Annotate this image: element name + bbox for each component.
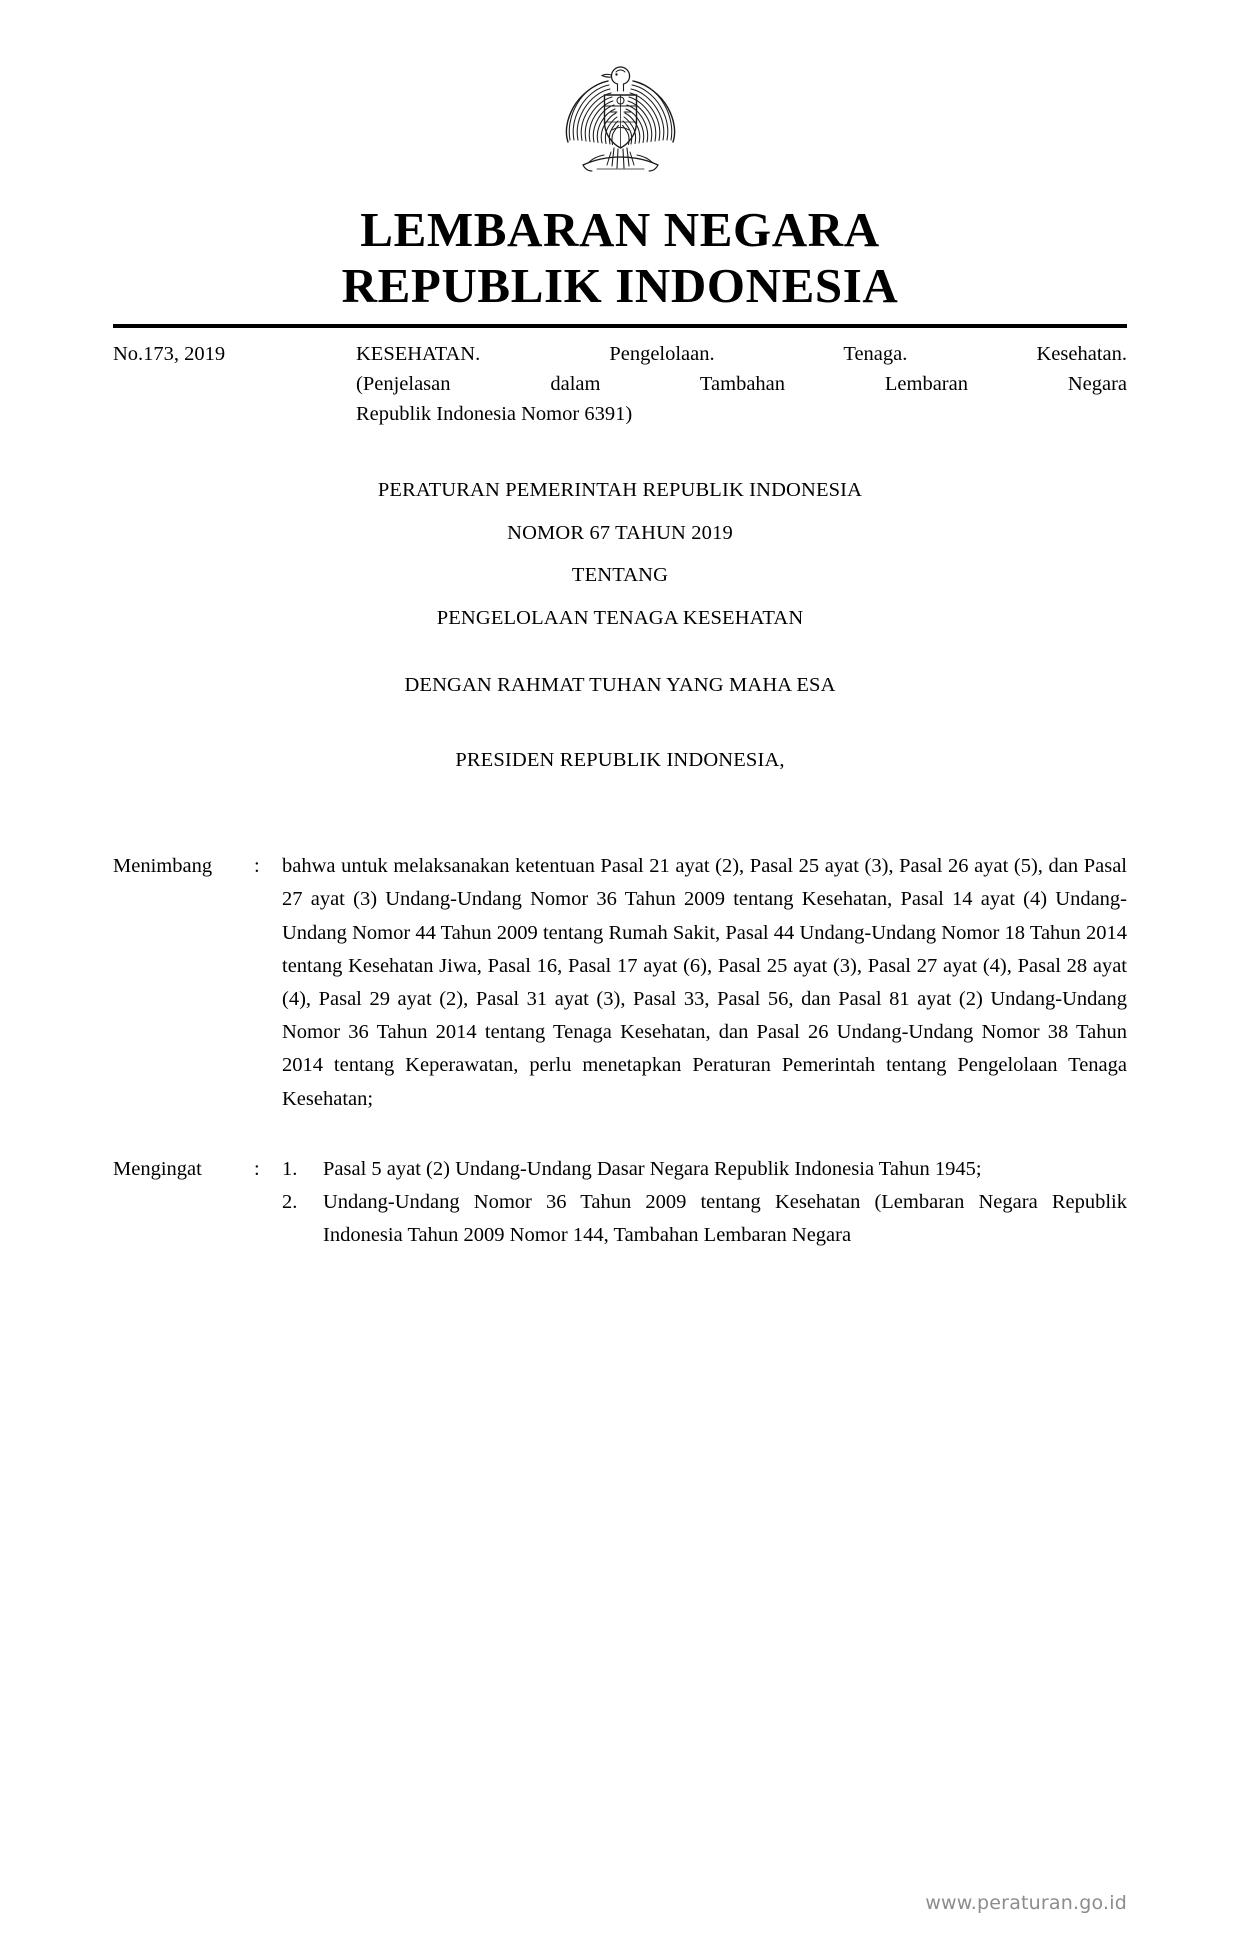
masthead-divider xyxy=(113,324,1127,328)
clause-colon-mengingat: : xyxy=(254,1157,260,1180)
gazette-subject xyxy=(356,339,1127,429)
clause-colon-menimbang: : xyxy=(254,855,260,878)
mengingat-list xyxy=(282,1153,1127,1253)
clause-paragraph: bahwa untuk melaksanakan ketentuan Pasal 21 ayat (2), Pasal 25 ayat (3), Pasal 26 ayat (5), dan Pasal 27 ayat (3) Undang-Undang Nomor 36 Tahun 2009 tentang Kesehatan, Pasal 14 ayat (4) Undang-Undang Nomor 44 Tahun 2009 tentang Rumah Sakit, Pasal 44 Undang-Undang Nomor 18 Tahun 2014 tentang Kesehatan Jiwa, Pasal 16, Pasal 17 ayat (6), Pasal 25 ayat (3), Pasal 27 ayat (4), Pasal 28 ayat (4), Pasal 29 ayat (2), Pasal 31 ayat (3), Pasal 33, Pasal 56, dan Pasal 81 ayat (2) Undang-Undang Nomor 36 Tahun 2014 tentang Tenaga Kesehatan, dan Pasal 26 Undang-Undang Nomor 38 Tahun 2014 tentang Keperawatan, perlu menetapkan Peraturan Pemerintah tentang Pengelolaan Tenaga Kesehatan; xyxy=(282,855,1127,1110)
footer-watermark: www.peraturan.go.id xyxy=(925,1892,1127,1914)
list-item xyxy=(282,1186,1127,1252)
gazette-subject-line-2: (Penjelasan dalam Tambahan Lembaran Negara xyxy=(356,372,1127,395)
gazette-subject-line-3: Republik Indonesia Nomor 6391) xyxy=(356,402,633,425)
list-item-text: Pasal 5 ayat (2) Undang-Undang Dasar Negara Republik Indonesia Tahun 1945; xyxy=(323,1157,982,1180)
title-line-subject: PENGELOLAAN TENAGA KESEHATAN xyxy=(436,606,804,629)
invocation-line: DENGAN RAHMAT TUHAN YANG MAHA ESA xyxy=(404,674,836,697)
clause-body-menimbang xyxy=(282,850,1127,1116)
masthead-line-1: LEMBARAN NEGARA xyxy=(360,202,880,257)
regulation-title-block xyxy=(113,480,1127,628)
gazette-subject-line-1: KESEHATAN. Pengelolaan. Tenaga. Kesehatan. xyxy=(356,342,1127,365)
list-item-marker: 1. xyxy=(282,1157,298,1180)
clause-menimbang xyxy=(113,850,1127,1116)
list-item-marker: 2. xyxy=(282,1190,298,1213)
clause-mengingat xyxy=(113,1153,1127,1253)
clause-body-mengingat xyxy=(282,1153,1127,1253)
masthead-title xyxy=(113,202,1127,314)
emblem-container xyxy=(113,0,1127,184)
title-line-number: NOMOR 67 TAHUN 2019 xyxy=(507,521,733,544)
clause-label-menimbang: Menimbang xyxy=(113,855,213,878)
garuda-pancasila-emblem xyxy=(548,52,693,184)
president-line: PRESIDEN REPUBLIK INDONESIA, xyxy=(455,749,785,772)
clause-label-mengingat: Mengingat xyxy=(113,1157,202,1180)
gazette-header xyxy=(113,339,1127,429)
gazette-number: No.173, 2019 xyxy=(113,342,226,365)
title-line-authority: PERATURAN PEMERINTAH REPUBLIK INDONESIA xyxy=(377,479,863,502)
masthead-line-2: REPUBLIK INDONESIA xyxy=(341,257,899,313)
list-item-text: Undang-Undang Nomor 36 Tahun 2009 tentang Kesehatan (Lembaran Negara Republik Indonesia Tahun 2009 Nomor 144, Tambahan Lembaran Negara xyxy=(323,1190,1127,1247)
list-item xyxy=(282,1153,1127,1186)
title-line-tentang: TENTANG xyxy=(571,564,669,587)
clauses-section xyxy=(113,850,1127,1252)
